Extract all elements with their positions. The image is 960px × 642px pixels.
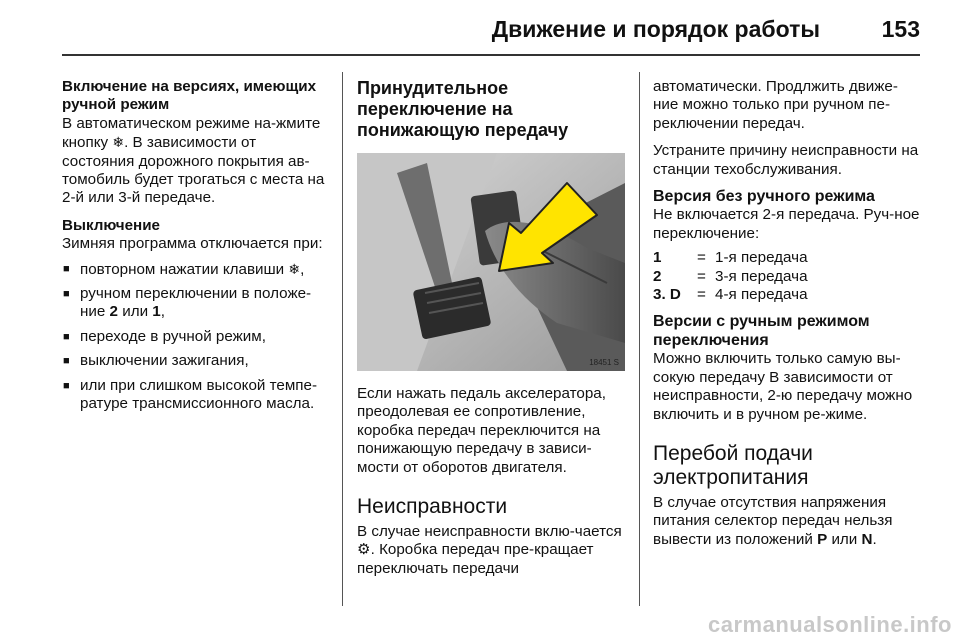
list-item: ■ ручном переключении в положе-ние 2 или 1, (62, 285, 330, 322)
kickdown-pedal-illustration (357, 153, 625, 371)
section-heading-manual-mode: Включение на версиях, имеющих ручной режим (62, 78, 317, 114)
list-item: ■ выключении зажигания, (62, 352, 330, 370)
paragraph-service: Устраните причину неисправности на станции техобслуживания. (653, 142, 919, 178)
paragraph-off: Зимняя программа отключается при: (62, 235, 323, 253)
paragraph-faults: В случае неисправности вклю-чается ⚙. Коробка передач пре-кращает переключать передачи (357, 523, 622, 577)
section-heading-no-manual: Версия без ручного режима (653, 188, 875, 206)
list-item: ■ или при слишком высокой темпе-ратуре трансмиссионного масла. (62, 377, 330, 414)
section-heading-faults: Неисправности (357, 495, 508, 519)
figure-code: 18451 S (589, 358, 619, 367)
header-rule (62, 54, 920, 56)
paragraph-manual-mode: В автоматическом режиме на-жмите кнопку ❄. В зависимости от состояния дорожного покрытия ав-томобиль будет трогаться с места на 2-й или 3-й передаче. (62, 114, 325, 207)
page-number: 153 (881, 16, 920, 42)
bullet-list (62, 260, 330, 414)
table-row: 1 = 1-я передача (653, 249, 808, 267)
section-heading-off: Выключение (62, 216, 160, 234)
snowflake-icon: ❄ (112, 134, 125, 151)
list-item: ■ повторном нажатии клавиши ❄, (62, 260, 330, 279)
section-heading-kickdown: Принудительное переключение на понижающую передачу (357, 78, 569, 140)
gear-table (653, 249, 923, 304)
transmission-fault-icon: ⚙ (357, 541, 371, 559)
table-row: 3. D = 4-я передача (653, 286, 808, 304)
paragraph-kickdown: Если нажать педаль акселератора, преодолевая ее сопротивление, коробка передач переключится на понижающую передачу в зависи-мости от оборотов двигателя. (357, 385, 606, 476)
paragraph-continue: автоматически. Продлжить движе-ние можно только при ручном пе-реключении передач. (653, 78, 898, 132)
column-2 (357, 78, 625, 578)
table-row: 2 = 3-я передача (653, 267, 808, 285)
section-heading-manual: Версии с ручным режимом переключения (653, 313, 870, 349)
paragraph-manual: Можно включить только самую вы-сокую передачу В зависимости от неисправности, 2-ю передачу можно включить и в ручном ре-жиме. (653, 350, 913, 423)
column-divider-2 (639, 72, 640, 606)
paragraph-no-manual: Не включается 2-я передача. Руч-ное переключение: (653, 206, 920, 242)
column-divider-1 (342, 72, 343, 606)
column-1 (62, 78, 330, 420)
section-heading-power: Перебой подачи электропитания (653, 441, 813, 489)
page-header-title: Движение и порядок работы (491, 16, 820, 42)
paragraph-power: В случае отсутствия напряжения питания селектор передач нельзя вывести из положений P или N. (653, 493, 893, 548)
snowflake-icon: ❄ (288, 260, 301, 277)
column-3 (653, 78, 923, 549)
watermark: carmanualsonline.info (708, 612, 952, 637)
list-item: ■ переходе в ручной режим, (62, 328, 330, 346)
